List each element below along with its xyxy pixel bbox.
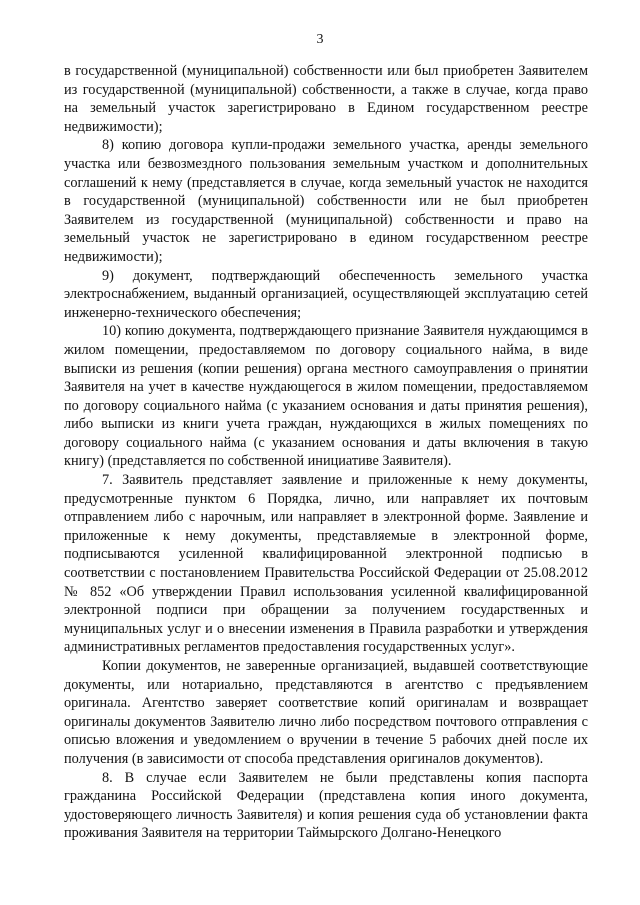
- paragraph-clause-8: 8. В случае если Заявителем не были представлены копия паспорта гражданина Российской Федерации (представлена копия иного документа, удостоверяющего личность Заявителя) и копия решения суда об установлении факта проживания Заявителя на территории Таймырского Долгано-Ненецкого: [64, 769, 588, 842]
- paragraph-continuation: в государственной (муниципальной) собственности или был приобретен Заявителем из государственной (муниципальной) собственности, а также в случае, когда право на земельный участок зарегистрировано в Едином государственном реестре недвижимости);: [64, 63, 588, 135]
- paragraph-item-8: 8) копию договора купли-продажи земельного участка, аренды земельного участка или безвозмездного пользования земельным участком и дополнительных соглашений к нему (представляется в случае, когда земельный участок не находится в государственной (муниципальной) собственности или не был приобретен Заявителем из государственной (муниципальной) собственности и право на земельный участок не зарегистрировано в едином государственном реестре недвижимости);: [64, 137, 588, 265]
- paragraph-item-10: 10) копию документа, подтверждающего признание Заявителя нуждающимся в жилом помещении, предоставляемом по договору социального найма, в виде выписки из решения (копии решения) органа местного самоуправления о принятии Заявителя на учет в качестве нуждающегося в жилом помещении, предоставляемом по договору социального найма (с указанием основания и даты принятия решения), либо выписки из книги учета граждан, нуждающихся в жилых помещениях по договору социального найма (с указанием основания и даты включения в такую книгу) (представляется по собственной инициативе Заявителя).: [64, 323, 588, 470]
- paragraph-item-9: 9) документ, подтверждающий обеспеченность земельного участка электроснабжением, выданный организацией, осуществляющей эксплуатацию сетей инженерно-технического обеспечения;: [64, 267, 588, 321]
- paragraph-copies-of-documents: Копии документов, не заверенные организацией, выдавшей соответствующие документы, или нотариально, представляются в агентство с предъявлением оригинала. Агентство заверяет соответствие копий оригиналам и возвращает оригиналы документов Заявителю лично либо посредством почтового отправления с описью вложения и уведомлением о вручении в течение 5 рабочих дней после их получения (в зависимости от способа представления оригиналов документов).: [64, 658, 588, 767]
- paragraph-clause-7: 7. Заявитель представляет заявление и приложенные к нему документы, предусмотренные пунктом 6 Порядка, лично, или направляет их почтовым отправлением либо с нарочным, или направляет в электронной форме. Заявление и приложенные к нему документы, представляемые в электронной форме, подписываются усиленной квалифицированной электронной подписью в соответствии с постановлением Правительства Российской Федерации от 25.08.2012 № 852 «Об утверждении Правил использования усиленной квалифицированной электронной подписи при обращении за получением государственных и муниципальных услуг и о внесении изменения в Правила разработки и утверждения административных регламентов предоставления государственных услуг».: [64, 472, 588, 656]
- page-number: 3: [316, 32, 324, 47]
